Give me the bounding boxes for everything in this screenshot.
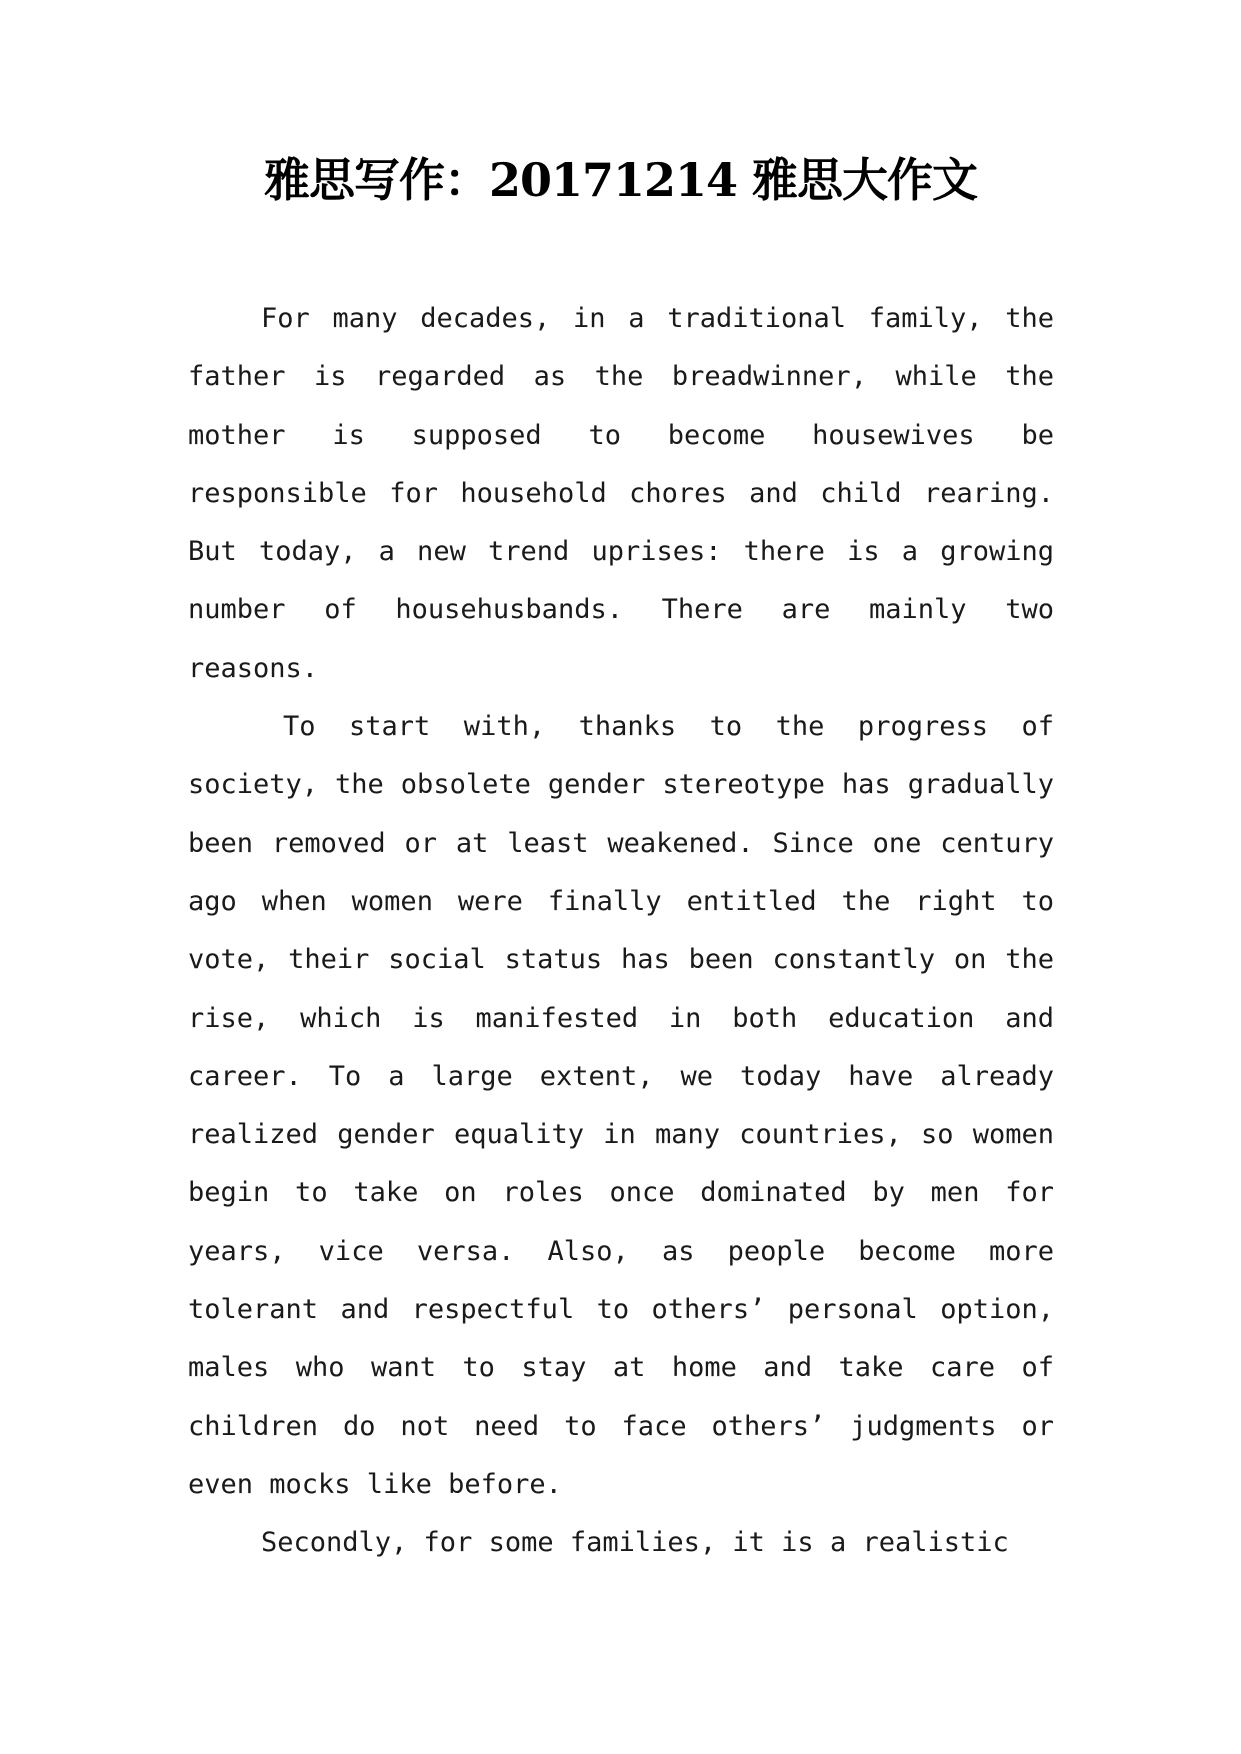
paragraph-intro: For many decades, in a traditional family, the father is regarded as the breadwinner, while the mother is supposed to become housewives be responsible for household chores and child rearing. But today, a new trend uprises: there is a growing number of househusbands. There are mainly two reasons.	[188, 303, 1054, 684]
document-body	[188, 290, 1054, 1573]
document-title: 雅思写作：20171214 雅思大作文	[263, 153, 978, 207]
paragraph-reason-two: Secondly, for some families, it is a realistic	[261, 1527, 1009, 1559]
paragraph-reason-one: To start with, thanks to the progress of society, the obsolete gender stereotype has gradually been removed or at least weakened. Since one century ago when women were finally entitled the right to vote, their social status has been constantly on the rise, which is manifested in both education and career. To a large extent, we today have already realized gender equality in many countries, so women begin to take on roles once dominated by men for years, vice versa. Also, as people become more tolerant and respectful to others’ personal option, males who want to stay at home and take care of children do not need to face others’ judgments or even mocks like before.	[188, 711, 1054, 1500]
